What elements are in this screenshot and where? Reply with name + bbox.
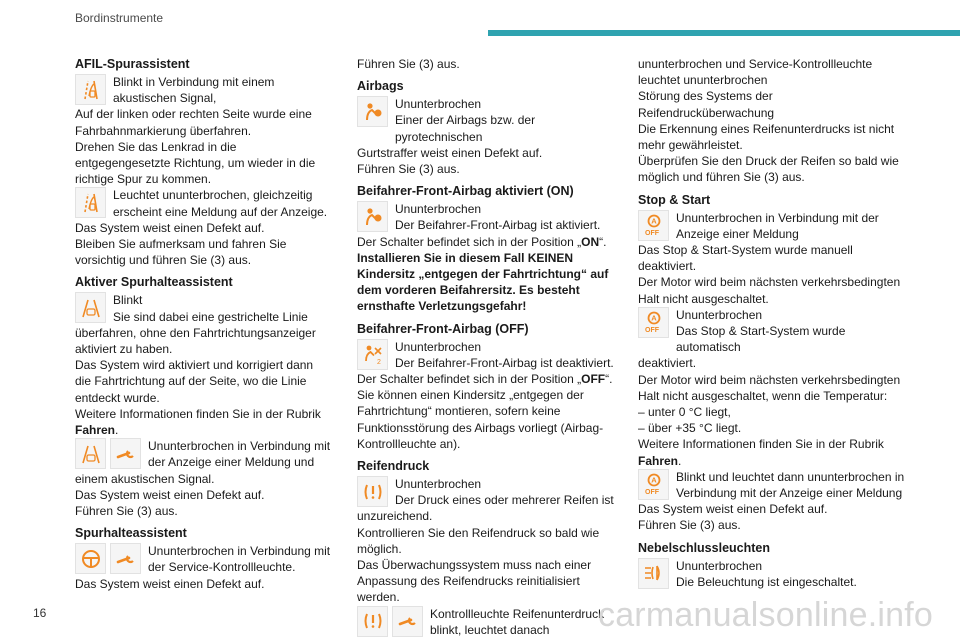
aktiver-blink-desc: Sie sind dabei eine gestrichelte Linie: [113, 309, 308, 324]
reifendruck-row-2: [357, 606, 617, 638]
nebel-label: Ununterbrochen: [676, 558, 763, 573]
svg-text:A: A: [650, 313, 657, 323]
stopstart-p4: Der Motor wird beim nächsten verkehrsbedingten Halt nicht ausgeschaltet, wenn die Temperatur:: [638, 372, 901, 403]
beifahrer-off-label: Ununterbrochen: [395, 339, 482, 354]
aktiver-p5: Das System weist einen Defekt auf.: [75, 487, 265, 502]
afil-p3: Das System weist einen Defekt auf.: [75, 220, 265, 235]
column-3: [638, 56, 908, 590]
stop-start-off-icon: [638, 307, 669, 338]
reifendruck-row-1: [357, 476, 617, 508]
aktiver-p2: Das System wird aktiviert und korrigiert dann die Fahrtrichtung auf der Seite, wo die Linie entdeckt wurde.: [75, 358, 314, 405]
stopstart-p6: – über +35 °C liegt.: [638, 421, 742, 436]
aktiver-steady-text: Ununterbrochen in Verbindung mit der Anzeige einer Meldung und: [148, 439, 331, 470]
column-2: [357, 56, 617, 638]
reifendruck-label: Ununterbrochen: [395, 477, 482, 492]
heading-afil: AFIL-Spurassistent: [75, 57, 190, 71]
airbags-p1: Gurtstraffer weist einen Defekt auf.: [357, 145, 543, 160]
beifahrer-on-warning: Installieren Sie in diesem Fall KEINEN Kindersitz „entgegen der Fahrtrichtung“ auf dem vorderen Beifahrersitz. Es besteht ernsthafte Verletzungsgefahr!: [357, 250, 609, 314]
stop-start-off-icon: [638, 469, 669, 500]
passenger-airbag-on-icon: [357, 201, 388, 232]
lane-departure-warning-icon: [75, 74, 106, 105]
airbags-row-1: [357, 96, 617, 145]
airbags-p2: Führen Sie (3) aus.: [357, 162, 460, 177]
svg-text:OFF: OFF: [644, 230, 659, 238]
svg-text:2: 2: [376, 359, 381, 367]
spurhalte-p1: Das System weist einen Defekt auf.: [75, 576, 265, 591]
beifahrer-on-desc: Der Beifahrer-Front-Airbag ist aktiviert.: [395, 218, 601, 233]
header-accent-bar: [488, 30, 960, 36]
heading-reifendruck: Reifendruck: [357, 459, 430, 474]
aktiver-blink-label: Blinkt: [113, 293, 143, 308]
nebel-desc: Die Beleuchtung ist eingeschaltet.: [676, 574, 857, 589]
stopstart-row-3: [638, 469, 908, 501]
passenger-airbag-off-icon: [357, 339, 388, 370]
aktiver-p4: einem akustischen Signal.: [75, 471, 215, 486]
svg-text:OFF: OFF: [644, 327, 659, 335]
stop-start-off-icon: [638, 210, 669, 241]
svg-text:A: A: [650, 475, 657, 485]
page-header-title: Bordinstrumente: [75, 11, 164, 25]
rear-fog-light-icon: [638, 558, 669, 589]
col3-p1: ununterbrochen und Service-Kontrollleuchte leuchtet ununterbrochen: [638, 57, 873, 88]
reifendruck-p3: Das Überwachungssystem muss nach einer Anpassung des Reifendrucks reinitialisiert werden.: [357, 558, 592, 605]
stopstart-p2: Der Motor wird beim nächsten verkehrsbedingten Halt nicht ausgeschaltet.: [638, 275, 901, 306]
wrench-icon: [392, 606, 423, 637]
stopstart-row-2: [638, 307, 908, 356]
tire-pressure-icon: [357, 606, 388, 637]
afil-row-1: [75, 74, 331, 106]
afil-row-2: [75, 187, 331, 219]
aktiver-p3: Weitere Informationen finden Sie in der Rubrik Fahren.: [75, 406, 321, 438]
tire-pressure-icon: [357, 476, 388, 507]
lane-keep-assist-icon: [75, 292, 106, 323]
aktiver-p6: Führen Sie (3) aus.: [75, 504, 178, 519]
nebel-row-1: [638, 558, 908, 590]
svg-text:OFF: OFF: [644, 489, 659, 497]
reifendruck-desc: Der Druck eines oder mehrerer Reifen ist: [395, 493, 614, 508]
stopstart-p7: Weitere Informationen finden Sie in der Rubrik Fahren.: [638, 437, 884, 468]
spurhalte-row-1: [75, 543, 331, 575]
stopstart-r1-text: Ununterbrochen in Verbindung mit der Anzeige einer Meldung: [676, 210, 879, 241]
aktiver-p1: überfahren, ohne den Fahrtrichtungsanzeiger aktiviert zu haben.: [75, 325, 316, 357]
beifahrer-off-desc: Der Beifahrer-Front-Airbag ist deaktiviert.: [395, 355, 614, 370]
heading-stop-start: Stop & Start: [638, 192, 711, 207]
stopstart-r2-desc: Das Stop & Start-System wurde automatisch: [676, 324, 846, 355]
beifahrer-on-p1: Der Schalter befindet sich in der Position „ON“.: [357, 234, 607, 249]
beifahrer-off-p1: Der Schalter befindet sich in der Position „OFF“.: [357, 372, 613, 387]
beifahrer-off-row-1: [357, 339, 617, 371]
stopstart-r3-text: Blinkt und leuchtet dann ununterbrochen in Verbindung mit der Anzeige einer Meldung: [676, 469, 905, 501]
stopstart-p5: – unter 0 °C liegt,: [638, 405, 731, 420]
wrench-icon: [110, 438, 141, 469]
heading-beifahrer-on: Beifahrer-Front-Airbag aktiviert (ON): [357, 184, 574, 199]
heading-spurhalteassistent: Spurhalteassistent: [75, 526, 187, 541]
stopstart-p8: Das System weist einen Defekt auf.: [638, 502, 828, 517]
svg-text:A: A: [650, 216, 657, 226]
heading-airbags: Airbags: [357, 79, 404, 94]
col3-p4: Überprüfen Sie den Druck der Reifen so bald wie möglich und führen Sie (3) aus.: [638, 154, 899, 185]
reifendruck-p2: Kontrollieren Sie den Reifendruck so bald wie möglich.: [357, 525, 600, 556]
reifendruck-blink-text: Kontrollleuchte Reifenunterdruck blinkt, leuchtet danach: [430, 606, 605, 637]
lane-departure-warning-icon: [75, 187, 106, 218]
stopstart-p1: Das Stop & Start-System wurde manuell deaktiviert.: [638, 243, 853, 274]
spurhalte-steady-text: Ununterbrochen in Verbindung mit der Service-Kontrollleuchte.: [148, 544, 331, 575]
aktiver-row-2: [75, 438, 331, 470]
wrench-icon: [110, 543, 141, 574]
page-number: 16: [33, 606, 47, 620]
airbag-warning-icon: [357, 96, 388, 127]
afil-blink-text: Blinkt in Verbindung mit einem akustischen Signal,: [113, 75, 275, 106]
airbags-desc: Einer der Airbags bzw. der pyrotechnischen: [395, 113, 536, 144]
heading-aktiver-spurhalteassistent: Aktiver Spurhalteassistent: [75, 275, 233, 290]
afil-p4: Bleiben Sie aufmerksam und fahren Sie vorsichtig und führen Sie (3) aus.: [75, 237, 287, 268]
afil-p2: Drehen Sie das Lenkrad in die entgegengesetzte Richtung, um wieder in die richtige Spur zu kommen.: [75, 139, 316, 187]
lane-keep-assist-icon: [75, 438, 106, 469]
watermark: carmanualsonline.info: [598, 596, 933, 634]
heading-beifahrer-off: Beifahrer-Front-Airbag (OFF): [357, 321, 529, 336]
beifahrer-on-label: Ununterbrochen: [395, 202, 482, 217]
steering-wheel-icon: [75, 543, 106, 574]
beifahrer-off-p2: Sie können einen Kindersitz „entgegen der Fahrtrichtung“ montieren, sofern keine Funktionsstörung des Airbags vorliegt (Airbag-Kontrollleuchte an).: [357, 388, 604, 451]
stopstart-r2-label: Ununterbrochen: [676, 307, 763, 322]
col2-top: Führen Sie (3) aus.: [357, 57, 460, 71]
reifendruck-p1: unzureichend.: [357, 509, 433, 524]
stopstart-row-1: [638, 210, 908, 242]
stopstart-p9: Führen Sie (3) aus.: [638, 518, 741, 533]
stopstart-p3: deaktiviert.: [638, 356, 697, 371]
col3-p2: Störung des Systems der Reifendrucküberwachung: [638, 89, 775, 120]
afil-steady-text: Leuchtet ununterbrochen, gleichzeitig erscheint eine Meldung auf der Anzeige.: [113, 188, 328, 219]
heading-nebelschlussleuchten: Nebelschlussleuchten: [638, 540, 770, 555]
aktiver-row-1: [75, 292, 331, 324]
beifahrer-on-row-1: [357, 201, 617, 233]
column-1: [75, 56, 331, 592]
col3-p3: Die Erkennung eines Reifenunterdrucks ist nicht mehr gewährleistet.: [638, 121, 895, 153]
airbags-label: Ununterbrochen: [395, 97, 482, 112]
afil-p1: Auf der linken oder rechten Seite wurde eine Fahrbahnmarkierung überfahren.: [75, 107, 312, 138]
